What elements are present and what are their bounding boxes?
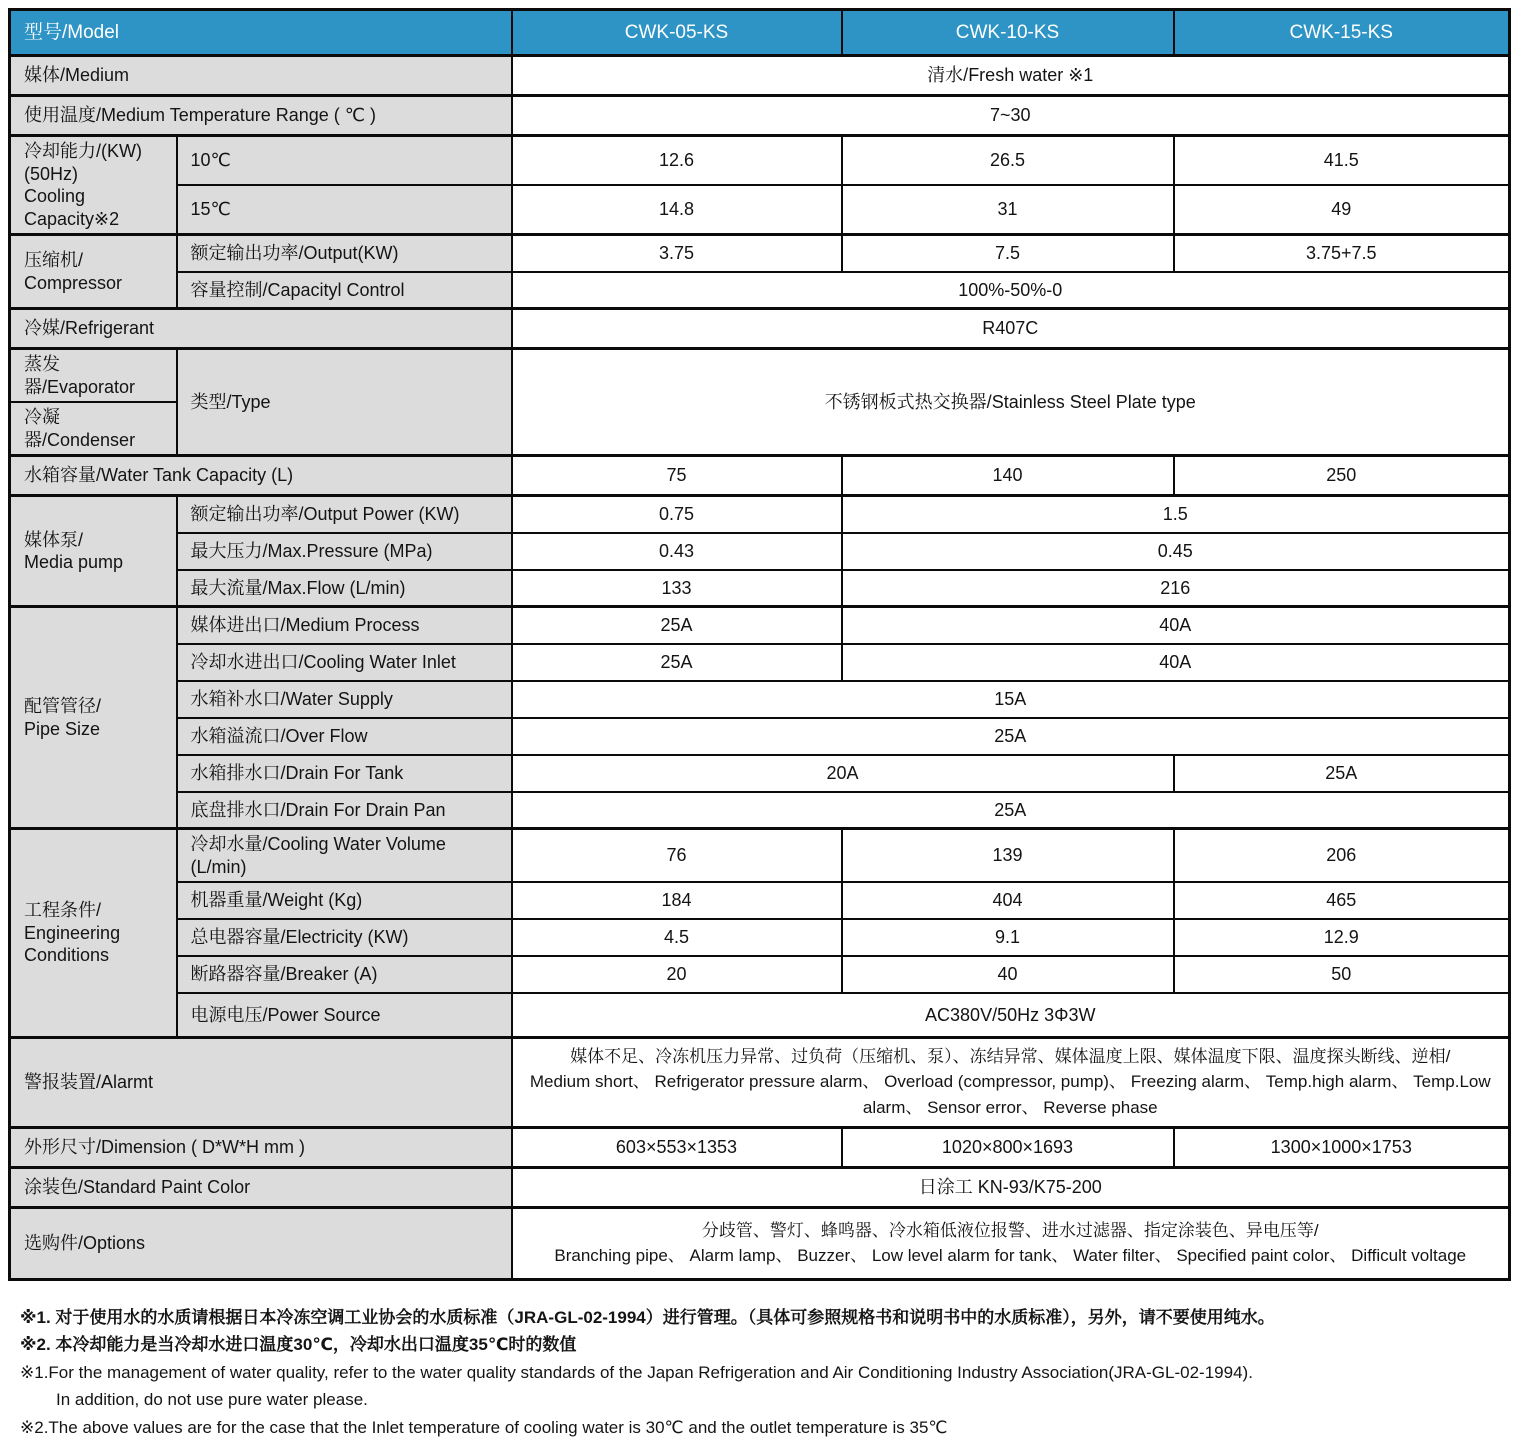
label-weight: 机器重量/Weight (Kg) — [177, 882, 512, 919]
label-compressor — [10, 235, 177, 309]
label-media-pump-zh: 媒体泵/ — [24, 529, 84, 550]
label-compressor-en: Compressor — [24, 272, 123, 293]
value-compressor-output-cwk15: 3.75+7.5 — [1174, 235, 1510, 272]
row-pipe-over-flow — [10, 718, 1510, 755]
value-electricity-cwk10: 9.1 — [842, 919, 1174, 956]
label-dimension: 外形尺寸/Dimension ( D*W*H mm ) — [10, 1127, 512, 1167]
label-pump-max-pressure: 最大压力/Max.Pressure (MPa) — [177, 533, 512, 570]
label-evaporator: 蒸发器/Evaporator — [10, 349, 177, 403]
label-compressor-output: 额定输出功率/Output(KW) — [177, 235, 512, 272]
value-medium: 清水/Fresh water ※1 — [512, 56, 1510, 96]
value-medium-process-cwk10-15: 40A — [842, 607, 1510, 644]
row-alarm — [10, 1037, 1510, 1127]
value-cooling-water-volume-cwk05: 76 — [512, 829, 842, 883]
row-pump-max-flow — [10, 570, 1510, 607]
value-drain-pan: 25A — [512, 792, 1510, 829]
model-col-cwk-15-ks: CWK-15-KS — [1174, 10, 1510, 56]
value-drain-tank-cwk15: 25A — [1174, 755, 1510, 792]
value-pump-output-cwk05: 0.75 — [512, 496, 842, 533]
header-row — [10, 10, 1510, 56]
value-refrigerant: R407C — [512, 309, 1510, 349]
label-10c: 10℃ — [177, 136, 512, 186]
row-breaker — [10, 956, 1510, 993]
label-condenser: 冷凝器/Condenser — [10, 402, 177, 456]
label-breaker: 断路器容量/Breaker (A) — [177, 956, 512, 993]
label-cooling-water-inlet: 冷却水进出口/Cooling Water Inlet — [177, 644, 512, 681]
value-medium-process-cwk05: 25A — [512, 607, 842, 644]
value-weight-cwk10: 404 — [842, 882, 1174, 919]
label-compressor-zh: 压缩机/ — [24, 250, 84, 270]
value-15c-cwk10: 31 — [842, 185, 1174, 235]
value-cooling-water-volume-cwk15: 206 — [1174, 829, 1510, 883]
footnote-en-1-cont: In addition, do not use pure water please. — [56, 1390, 368, 1409]
row-options — [10, 1207, 1510, 1279]
alarm-text-zh: 媒体不足、冷冻机压力异常、过负荷（压缩机、泵）、冻结异常、媒体温度上限、媒体温度下限、温度探头断线、逆相/ — [570, 1046, 1451, 1066]
label-engineering-en: Engineering Conditions — [24, 922, 121, 965]
label-temp-range: 使用温度/Medium Temperature Range ( ℃ ) — [10, 96, 512, 136]
value-10c-cwk15: 41.5 — [1174, 136, 1510, 186]
row-electricity — [10, 919, 1510, 956]
label-pipe-size — [10, 607, 177, 829]
value-pump-output-cwk10-15: 1.5 — [842, 496, 1510, 533]
value-weight-cwk05: 184 — [512, 882, 842, 919]
value-power-source: AC380V/50Hz 3Φ3W — [512, 993, 1510, 1037]
row-pipe-drain-pan — [10, 792, 1510, 829]
label-cooling-capacity-zh: 冷却能力/(KW)(50Hz) — [24, 141, 142, 184]
label-drain-tank: 水箱排水口/Drain For Tank — [177, 755, 512, 792]
label-pipe-size-zh: 配管管径/ — [24, 696, 102, 716]
value-compressor-output-cwk10: 7.5 — [842, 235, 1174, 272]
row-pipe-water-supply — [10, 681, 1510, 718]
label-pump-output-power: 额定输出功率/Output Power (KW) — [177, 496, 512, 533]
value-paint: 日涂工 KN-93/K75-200 — [512, 1167, 1510, 1207]
label-refrigerant: 冷媒/Refrigerant — [10, 309, 512, 349]
value-options — [512, 1207, 1510, 1279]
value-breaker-cwk05: 20 — [512, 956, 842, 993]
label-media-pump-en: Media pump — [24, 552, 124, 572]
row-pump-output-power — [10, 496, 1510, 533]
label-cooling-capacity-en: Cooling Capacity※2 — [24, 186, 120, 229]
value-drain-tank-cwk05-10: 20A — [512, 755, 1174, 792]
value-alarm — [512, 1037, 1510, 1127]
value-electricity-cwk05: 4.5 — [512, 919, 842, 956]
options-text-zh: 分歧管、警灯、蜂鸣器、冷水箱低液位报警、进水过滤器、指定涂装色、异电压等/ — [701, 1220, 1319, 1240]
value-cooling-water-inlet-cwk05: 25A — [512, 644, 842, 681]
label-alarm: 警报装置/Alarmt — [10, 1037, 512, 1127]
row-dimension — [10, 1127, 1510, 1167]
model-col-cwk-10-ks: CWK-10-KS — [842, 10, 1174, 56]
label-medium: 媒体/Medium — [10, 56, 512, 96]
options-text-en: Branching pipe、 Alarm lamp、 Buzzer、 Low level alarm for tank、 Water filter、 Specified paint color、 Difficult voltage — [554, 1246, 1467, 1265]
value-electricity-cwk15: 12.9 — [1174, 919, 1510, 956]
value-10c-cwk05: 12.6 — [512, 136, 842, 186]
label-capacity-control: 容量控制/Capacityl Control — [177, 272, 512, 309]
label-drain-pan: 底盘排水口/Drain For Drain Pan — [177, 792, 512, 829]
value-water-tank-cwk10: 140 — [842, 456, 1174, 496]
value-10c-cwk10: 26.5 — [842, 136, 1174, 186]
value-compressor-output-cwk05: 3.75 — [512, 235, 842, 272]
label-cooling-water-volume: 冷却水量/Cooling Water Volume (L/min) — [177, 829, 512, 883]
value-15c-cwk05: 14.8 — [512, 185, 842, 235]
value-water-tank-cwk15: 250 — [1174, 456, 1510, 496]
footnote-en-1: ※1.For the management of water quality, refer to the water quality standards of the Japan Refrigeration and Air Conditioning Industry Association(JRA-GL-02-1994). — [20, 1362, 1253, 1382]
row-temp-range — [10, 96, 1510, 136]
value-cooling-water-inlet-cwk10-15: 40A — [842, 644, 1510, 681]
value-15c-cwk15: 49 — [1174, 185, 1510, 235]
value-capacity-control: 100%-50%-0 — [512, 272, 1510, 309]
row-weight — [10, 882, 1510, 919]
row-paint — [10, 1167, 1510, 1207]
row-cooling-capacity-15c — [10, 185, 1510, 235]
label-media-pump — [10, 496, 177, 607]
value-cooling-water-volume-cwk10: 139 — [842, 829, 1174, 883]
value-heat-exchanger-type: 不锈钢板式热交换器/Stainless Steel Plate type — [512, 349, 1510, 456]
label-paint: 涂装色/Standard Paint Color — [10, 1167, 512, 1207]
row-cooling-capacity-10c — [10, 136, 1510, 186]
row-pipe-cooling-water-inlet — [10, 644, 1510, 681]
label-pipe-size-en: Pipe Size — [24, 718, 101, 739]
row-pipe-medium-process — [10, 607, 1510, 644]
row-refrigerant — [10, 309, 1510, 349]
label-engineering-zh: 工程条件/ — [24, 900, 102, 920]
row-evaporator — [10, 349, 1510, 403]
label-over-flow: 水箱溢流口/Over Flow — [177, 718, 512, 755]
label-engineering — [10, 829, 177, 1038]
row-water-tank — [10, 456, 1510, 496]
row-pipe-drain-tank — [10, 755, 1510, 792]
row-capacity-control — [10, 272, 1510, 309]
label-medium-process: 媒体进出口/Medium Process — [177, 607, 512, 644]
footnote-zh-1: ※1. 对于使用水的水质请根据日本冷冻空调工业协会的水质标准（JRA-GL-02-1994）进行管理。（具体可参照规格书和说明书中的水质标准），另外，请不要使用纯水。 — [20, 1307, 1275, 1327]
value-water-supply: 15A — [512, 681, 1510, 718]
model-col-cwk-05-ks: CWK-05-KS — [512, 10, 842, 56]
label-cooling-capacity — [10, 136, 177, 235]
row-cooling-water-volume — [10, 829, 1510, 883]
value-breaker-cwk15: 50 — [1174, 956, 1510, 993]
row-power-source — [10, 993, 1510, 1037]
label-pump-max-flow: 最大流量/Max.Flow (L/min) — [177, 570, 512, 607]
footnote-en-2: ※2.The above values are for the case that the Inlet temperature of cooling water is 30℃ and the outlet temperature is 35℃ — [20, 1417, 948, 1437]
value-pump-pressure-cwk05: 0.43 — [512, 533, 842, 570]
row-medium — [10, 56, 1510, 96]
label-electricity: 总电器容量/Electricity (KW) — [177, 919, 512, 956]
value-dimension-cwk10: 1020×800×1693 — [842, 1127, 1174, 1167]
label-options: 选购件/Options — [10, 1207, 512, 1279]
value-breaker-cwk10: 40 — [842, 956, 1174, 993]
footnote-zh-2: ※2. 本冷却能力是当冷却水进口温度30℃，冷却水出口温度35℃时的数值 — [20, 1335, 577, 1354]
label-water-supply: 水箱补水口/Water Supply — [177, 681, 512, 718]
spec-table — [8, 8, 1511, 1281]
value-pump-flow-cwk10-15: 216 — [842, 570, 1510, 607]
label-15c: 15℃ — [177, 185, 512, 235]
value-dimension-cwk05: 603×553×1353 — [512, 1127, 842, 1167]
alarm-text-en: Medium short、 Refrigerator pressure alarm、 Overload (compressor, pump)、 Freezing alarm、 Temp.high alarm、 Temp.Low alarm、 Sensor error、 Reverse phase — [529, 1072, 1491, 1117]
model-header-label: 型号/Model — [10, 10, 512, 56]
row-compressor-output — [10, 235, 1510, 272]
value-water-tank-cwk05: 75 — [512, 456, 842, 496]
row-pump-max-pressure — [10, 533, 1510, 570]
label-power-source: 电源电压/Power Source — [177, 993, 512, 1037]
value-pump-pressure-cwk10-15: 0.45 — [842, 533, 1510, 570]
label-water-tank: 水箱容量/Water Tank Capacity (L) — [10, 456, 512, 496]
value-over-flow: 25A — [512, 718, 1510, 755]
value-pump-flow-cwk05: 133 — [512, 570, 842, 607]
value-weight-cwk15: 465 — [1174, 882, 1510, 919]
value-temp-range: 7~30 — [512, 96, 1510, 136]
value-dimension-cwk15: 1300×1000×1753 — [1174, 1127, 1510, 1167]
footnotes — [8, 1281, 1508, 1441]
label-type: 类型/Type — [177, 349, 512, 456]
